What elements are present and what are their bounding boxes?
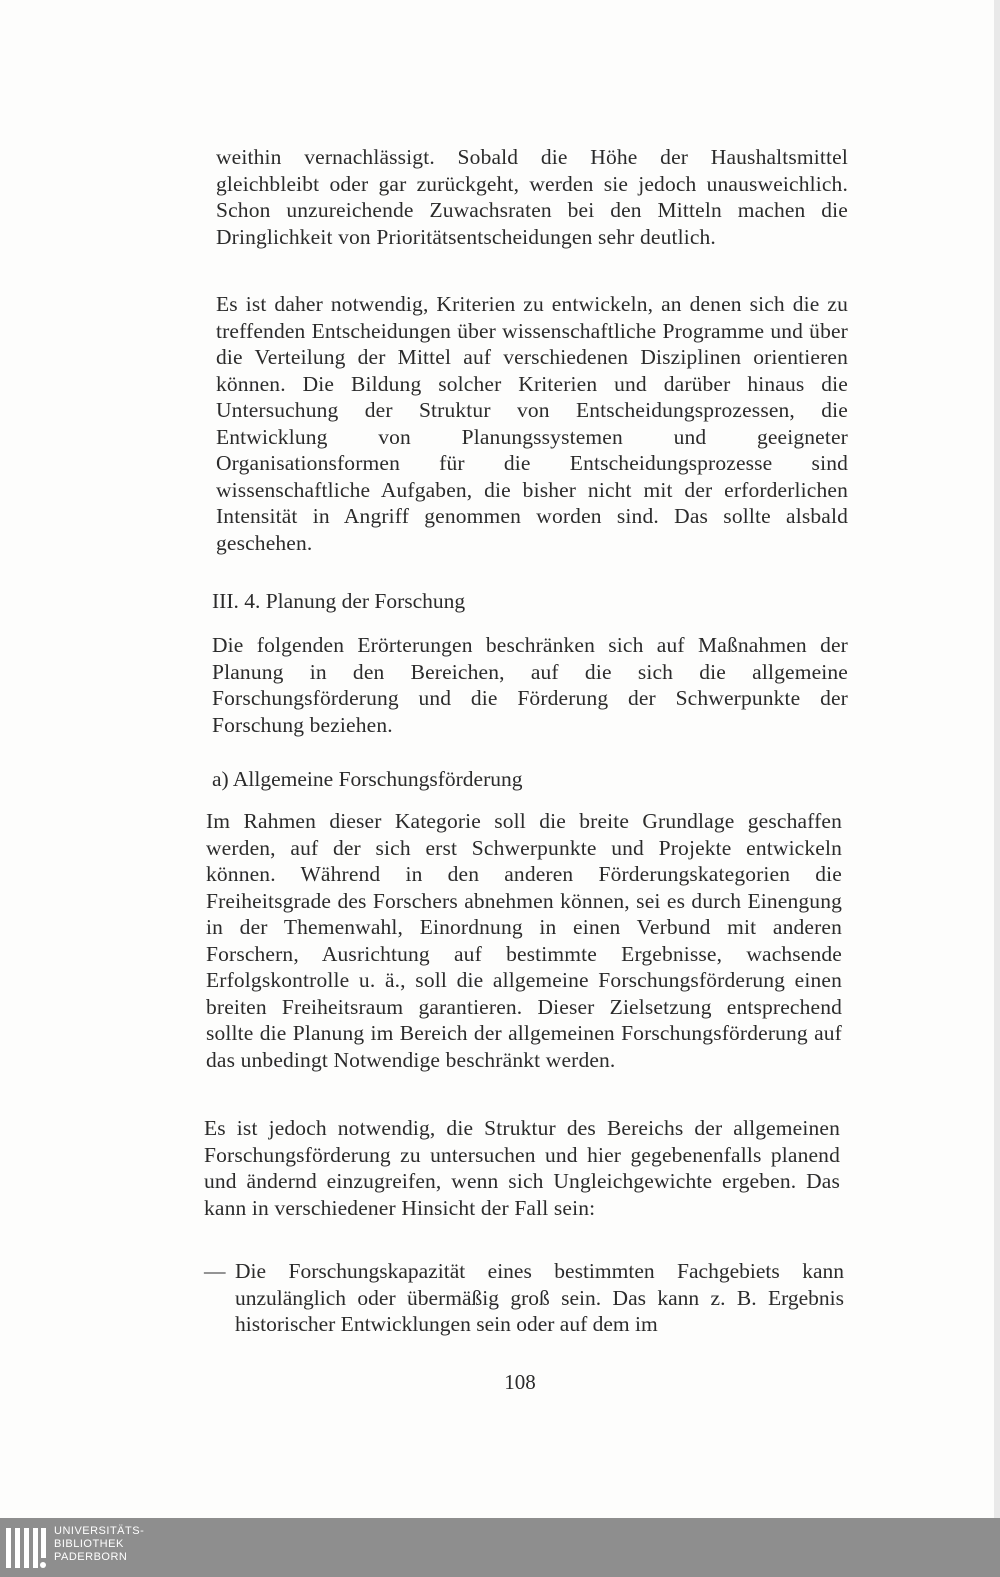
page-edge [994, 0, 1000, 1518]
section-heading-planning: III. 4. Planung der Forschung [212, 589, 466, 613]
library-footer [0, 1518, 1000, 1577]
library-name [54, 1525, 144, 1564]
subsection-heading-general-funding: a) Allgemeine Forschungsförderung [212, 767, 523, 791]
paragraph-5: Es ist jedoch notwendig, die Struktur des Bereichs der allgemeinen Forschungsförderung zu untersuchen und hier gegebenenfalls planend und ändernd einzugreifen, wenn sich Ungleichgewichte ergeben. Das kann in verschiedener Hinsicht der Fall sein: [204, 1116, 840, 1220]
library-name-line-2: BIBLIOTHEK [54, 1538, 124, 1550]
paragraph-1: weithin vernachlässigt. Sobald die Höhe der Haushaltsmittel gleichbleibt oder gar zurückgeht, werden sie jedoch unausweichlich. Schon unzureichende Zuwachsraten bei den Mitteln machen die Dringlichkeit von Prioritätsentscheidungen sehr deutlich. [216, 145, 848, 249]
page-number: 108 [504, 1370, 536, 1394]
library-name-line-3: PADERBORN [54, 1551, 128, 1563]
list-item-text: Die Forschungskapazität eines bestimmten Fachgebiets kann unzulänglich oder übermäßig groß sein. Das kann z. B. Ergebnis historischer Entwicklungen sein oder auf dem im [235, 1259, 844, 1336]
paragraph-4: Im Rahmen dieser Kategorie soll die breite Grundlage geschaffen werden, auf der sich erst Schwerpunkte und Projekte entwickeln können. Während in den anderen Förderungskategorien die Freiheitsgrade des Forschers abnehmen können, sei es durch Einengung in der Themenwahl, Einordnung in einen Verbund mit anderen Forschern, Ausrichtung auf bestimmte Ergebnisse, wachsende Erfolgskontrolle u. ä., soll die allgemeine Forschungsförderung einen breiten Freiheitsraum garantieren. Dieser Zielsetzung entsprechend sollte die Planung im Bereich der allgemeinen Forschungsförderung auf das unbedingt Notwendige beschränkt werden. [206, 809, 842, 1072]
paragraph-3: Die folgenden Erörterungen beschränken sich auf Maßnahmen der Planung in den Bereichen, auf die sich die allgemeine Forschungsförderung und die Förderung der Schwerpunkte der Forschung beziehen. [212, 633, 848, 737]
logo-dot-icon [40, 1562, 46, 1568]
dash-marker: — [204, 1259, 226, 1283]
paragraph-2: Es ist daher notwendig, Kriterien zu entwickeln, an denen sich die zu treffenden Entscheidungen über wissenschaftliche Programme und über die Verteilung der Mittel auf verschiedenen Disziplinen orientieren können. Die Bildung solcher Kriterien und darüber hinaus die Untersuchung der Struktur von Entscheidungsprozessen, die Entwicklung von Planungssystemen und geeigneter Organisationsformen für die Entscheidungsprozesse sind wissenschaftliche Aufgaben, die bisher nicht mit der erforderlichen Intensität in Angriff genommen worden sind. Das sollte alsbald geschehen. [216, 292, 848, 555]
list-item [204, 1258, 844, 1338]
library-name-line-1: UNIVERSITÄTS- [54, 1525, 145, 1537]
